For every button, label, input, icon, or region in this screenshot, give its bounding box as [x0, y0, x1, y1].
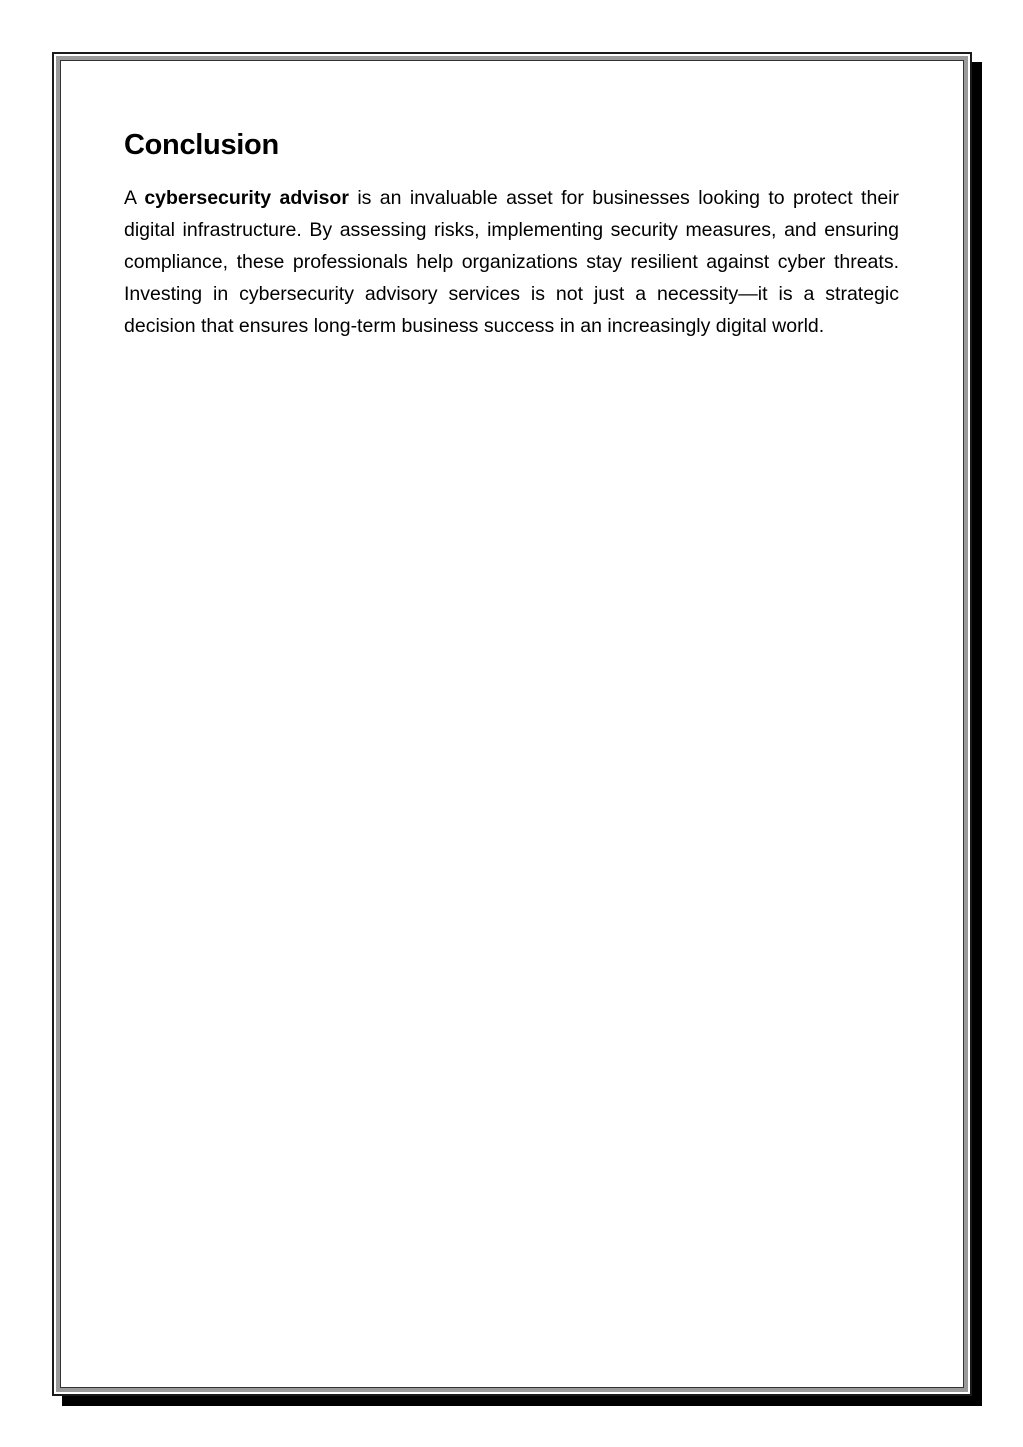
page-content — [124, 126, 899, 342]
paragraph-body: is an invaluable asset for businesses looking to protect their digital infrastructure. By assessing risks, implementing security measures, and ensuring compliance, these professionals help organizations stay resilient against cyber threats. Investing in cybersecurity advisory services is not just a necessity—it is a strategic decision that ensures long-term business success in an increasingly digital world. — [124, 187, 899, 337]
paragraph-emphasis: cybersecurity advisor — [144, 187, 349, 209]
section-heading: Conclusion — [124, 129, 279, 161]
conclusion-paragraph — [124, 182, 899, 342]
paragraph-lead: A — [124, 187, 145, 209]
